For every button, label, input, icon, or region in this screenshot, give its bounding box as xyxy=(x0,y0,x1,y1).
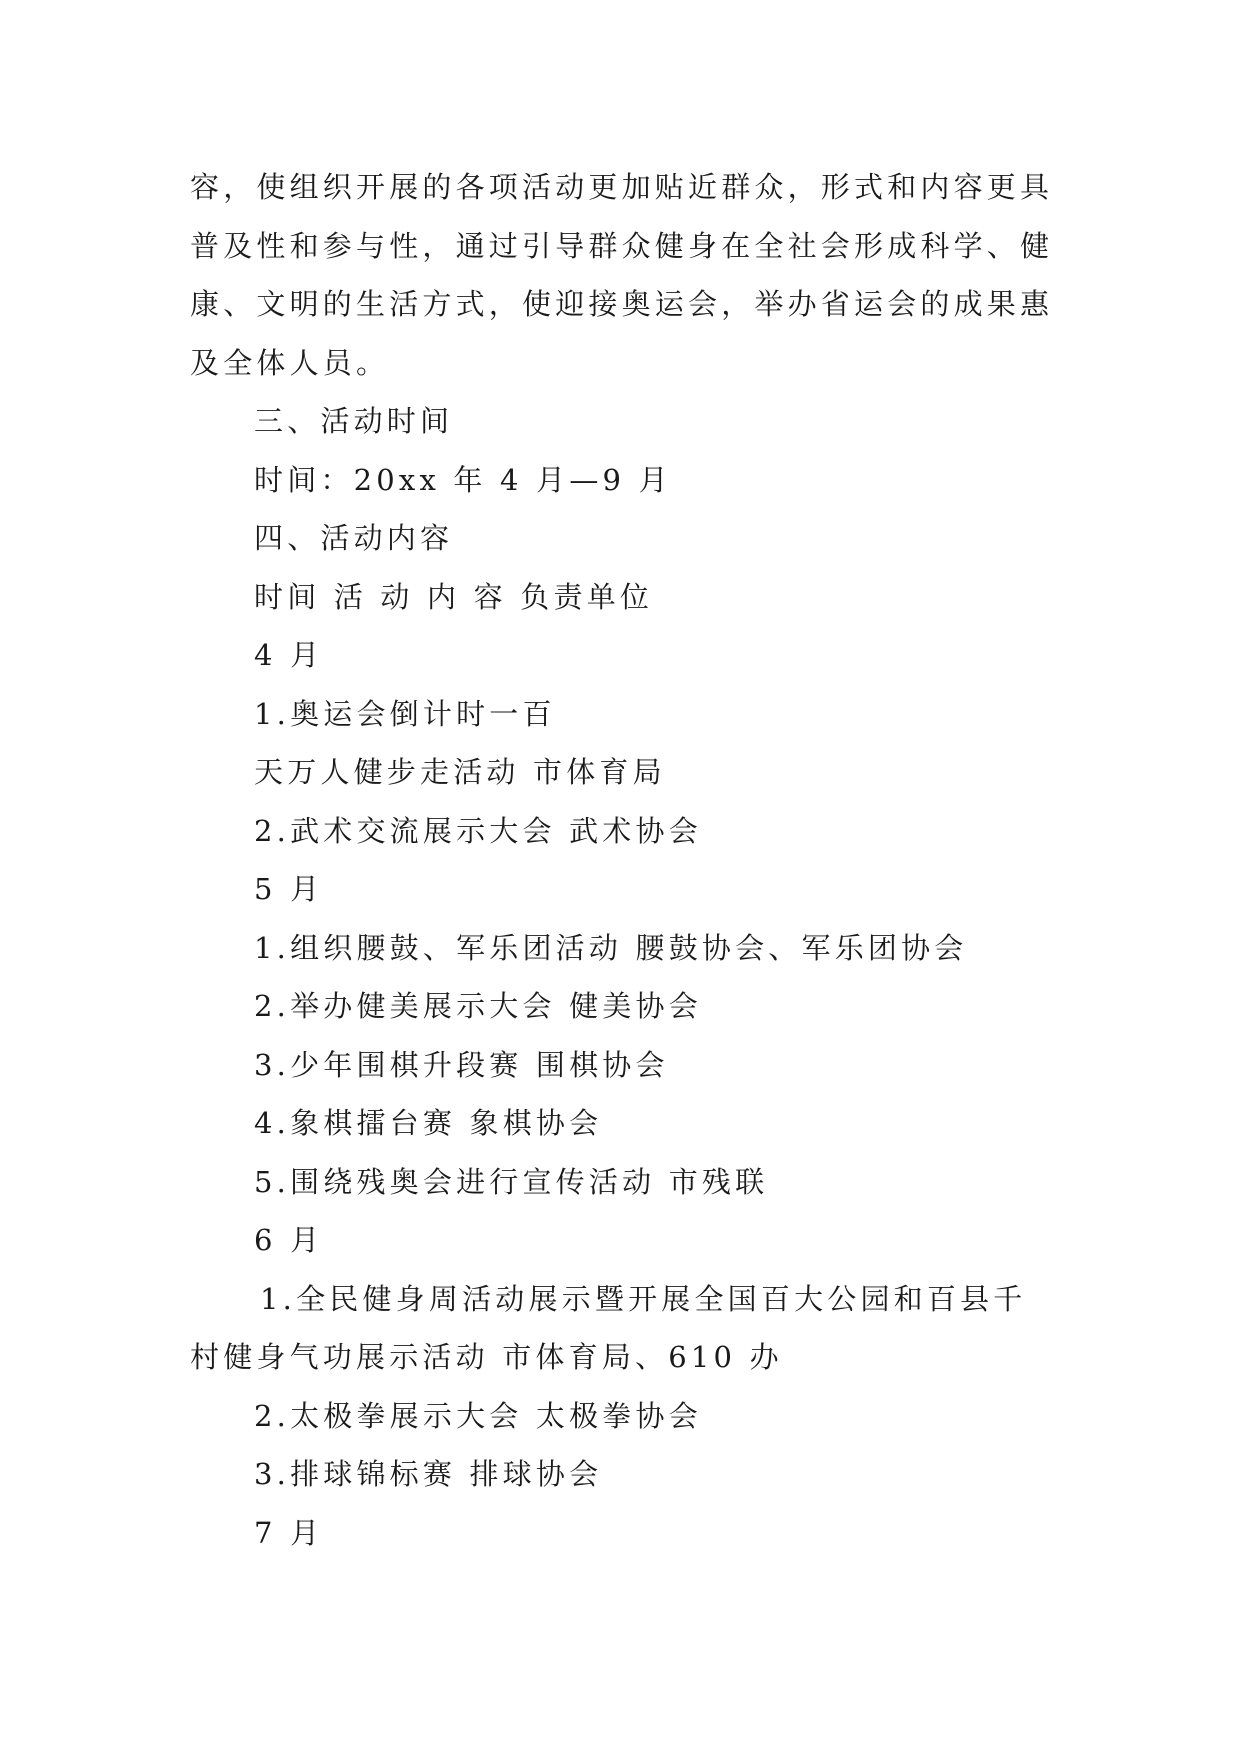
schedule-item: 2.武术交流展示大会 武术协会 xyxy=(254,813,702,848)
schedule-item: 2.太极拳展示大会 太极拳协会 xyxy=(254,1398,702,1433)
month-label-june: 6 月 xyxy=(254,1223,324,1257)
section-heading-activity-content: 四、活动内容 xyxy=(254,521,454,555)
schedule-item: 1.奥运会倒计时一百 xyxy=(254,696,556,731)
month-label-april: 4 月 xyxy=(254,638,324,672)
body-text-line: 康、文明的生活方式，使迎接奥运会，举办省运会的成果惠 xyxy=(190,287,1054,321)
body-text-line: 容，使组织开展的各项活动更加贴近群众，形式和内容更具 xyxy=(190,170,1054,204)
schedule-item-continued: 村健身气功展示活动 市体育局、610 办 xyxy=(190,1340,783,1374)
schedule-item: 3.少年围棋升段赛 围棋协会 xyxy=(254,1047,669,1082)
document-body xyxy=(190,158,1060,1562)
schedule-item: 2.举办健美展示大会 健美协会 xyxy=(254,989,702,1023)
schedule-header-row: 时间 活 动 内 容 负责单位 xyxy=(254,579,654,614)
schedule-item: 5.围绕残奥会进行宣传活动 市残联 xyxy=(254,1164,769,1199)
section-heading-activity-time: 三、活动时间 xyxy=(254,404,454,438)
schedule-item-continued: 天万人健步走活动 市体育局 xyxy=(254,755,666,789)
schedule-item: 3.排球锦标赛 排球协会 xyxy=(254,1457,603,1491)
schedule-item: 1.全民健身周活动展示暨开展全国百大公园和百县千 xyxy=(260,1281,1027,1316)
month-label-july: 7 月 xyxy=(254,1515,324,1550)
activity-time-value: 时间：20xx 年 4 月—9 月 xyxy=(254,462,672,497)
month-label-may: 5 月 xyxy=(254,872,324,906)
schedule-item: 4.象棋擂台赛 象棋协会 xyxy=(254,1106,603,1140)
body-text-line: 及全体人员。 xyxy=(190,345,390,380)
schedule-item: 1.组织腰鼓、军乐团活动 腰鼓协会、军乐团协会 xyxy=(254,930,968,965)
body-text-line: 普及性和参与性，通过引导群众健身在全社会形成科学、健 xyxy=(190,228,1054,263)
